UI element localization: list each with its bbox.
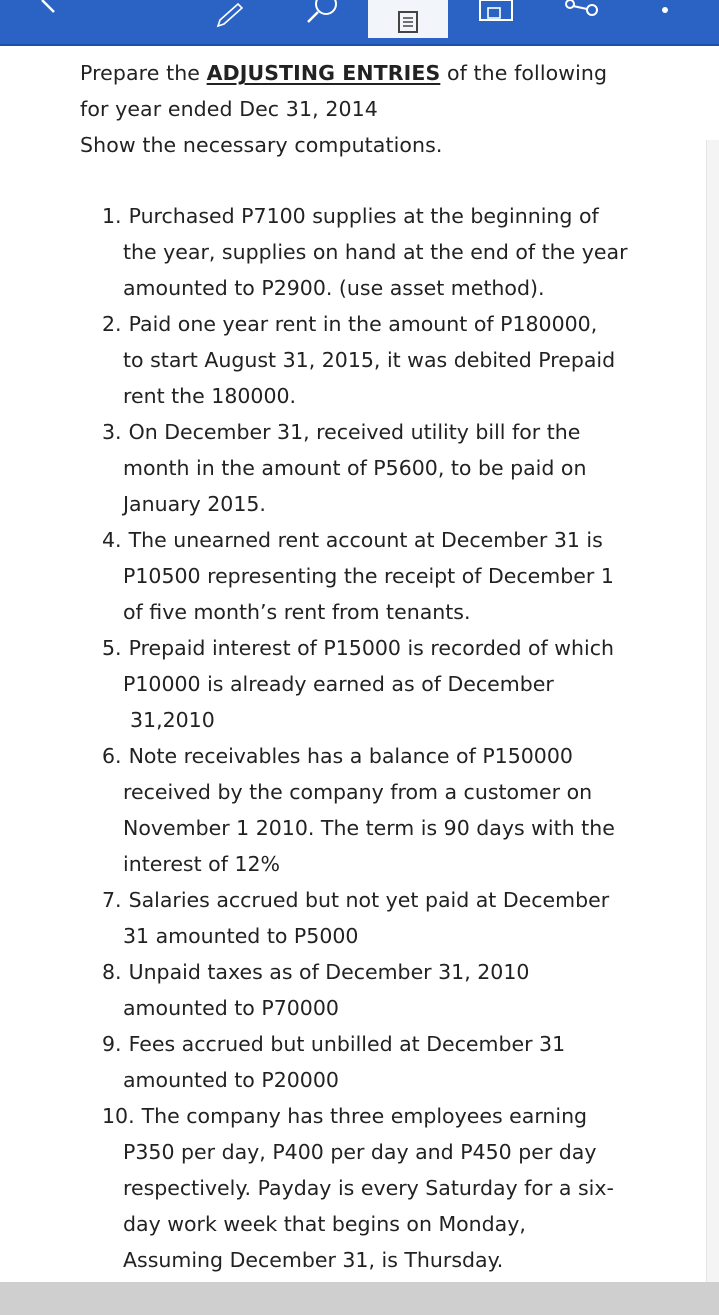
item-first-line: Purchased P7100 supplies at the beginning of [128, 204, 599, 228]
search-icon[interactable] [298, 0, 342, 30]
item-line: rent the 180000. [123, 384, 297, 408]
item-number: 7. [102, 888, 122, 912]
item-number: 4. [102, 528, 122, 552]
item-line: received by the company from a customer on [123, 780, 593, 804]
item-line: January 2015. [123, 492, 266, 516]
more-icon[interactable] [655, 0, 675, 30]
item-number: 10. [102, 1104, 135, 1128]
list-item [102, 306, 640, 342]
share-icon[interactable] [560, 0, 604, 30]
item-line: the year, supplies on hand at the end of the year [123, 240, 628, 264]
list-item [102, 414, 640, 450]
problem-list [102, 198, 640, 1278]
instruction-line-1 [80, 55, 650, 91]
list-item [102, 1098, 640, 1134]
window-icon[interactable] [472, 0, 522, 30]
item-line: interest of 12% [123, 852, 281, 876]
item-first-line: Unpaid taxes as of December 31, 2010 [128, 960, 530, 984]
item-line: of five month’s rent from tenants. [123, 600, 471, 624]
instruction-line-3: Show the necessary computations. [80, 133, 443, 157]
back-arrow-icon[interactable] [20, 0, 60, 30]
item-first-line: Fees accrued but unbilled at December 31 [128, 1032, 566, 1056]
list-item [102, 738, 640, 774]
list-item [102, 882, 640, 918]
list-item [102, 954, 640, 990]
item-line: month in the amount of P5600, to be paid on [123, 456, 587, 480]
item-first-line: The company has three employees earning [141, 1104, 588, 1128]
item-number: 2. [102, 312, 122, 336]
item-number: 6. [102, 744, 122, 768]
instruction-text: of the following [440, 61, 608, 85]
item-number: 3. [102, 420, 122, 444]
scrollbar[interactable] [706, 140, 719, 1290]
item-line: P10500 representing the receipt of December 1 [123, 564, 614, 588]
instructions [80, 55, 650, 163]
item-line: amounted to P70000 [123, 996, 339, 1020]
list-item [102, 198, 640, 234]
adjusting-entries-emphasis: ADJUSTING ENTRIES [206, 61, 441, 85]
pen-icon[interactable] [210, 0, 250, 30]
list-item [102, 1026, 640, 1062]
item-line: 31 amounted to P5000 [123, 924, 359, 948]
item-line: day work week that begins on Monday, [123, 1212, 526, 1236]
item-line: to start August 31, 2015, it was debited Prepaid [123, 348, 616, 372]
list-item [102, 522, 640, 558]
item-number: 9. [102, 1032, 122, 1056]
item-first-line: The unearned rent account at December 31 is [128, 528, 603, 552]
item-line: amounted to P20000 [123, 1068, 339, 1092]
item-first-line: On December 31, received utility bill for the [128, 420, 581, 444]
item-first-line: Prepaid interest of P15000 is recorded of which [128, 636, 614, 660]
item-line: amounted to P2900. (use asset method). [123, 276, 545, 300]
reading-view-icon [393, 10, 423, 34]
item-line: November 1 2010. The term is 90 days with the [123, 816, 615, 840]
app-toolbar [0, 0, 719, 46]
item-number: 5. [102, 636, 122, 660]
list-item [102, 630, 640, 666]
item-number: 8. [102, 960, 122, 984]
item-line: Assuming December 31, is Thursday. [123, 1248, 504, 1272]
item-line: respectively. Payday is every Saturday for a six- [123, 1176, 614, 1200]
instruction-line-2: for year ended Dec 31, 2014 [80, 97, 378, 121]
reading-view-tab[interactable] [368, 0, 448, 38]
instruction-text: Prepare the [80, 61, 207, 85]
item-first-line: Paid one year rent in the amount of P180000, [128, 312, 598, 336]
bottom-navigation-bar [0, 1282, 719, 1315]
item-line: 31,2010 [130, 708, 215, 732]
item-line: P10000 is already earned as of December [123, 672, 554, 696]
item-line: P350 per day, P400 per day and P450 per day [123, 1140, 597, 1164]
item-first-line: Salaries accrued but not yet paid at December [128, 888, 610, 912]
item-number: 1. [102, 204, 122, 228]
item-first-line: Note receivables has a balance of P150000 [128, 744, 573, 768]
